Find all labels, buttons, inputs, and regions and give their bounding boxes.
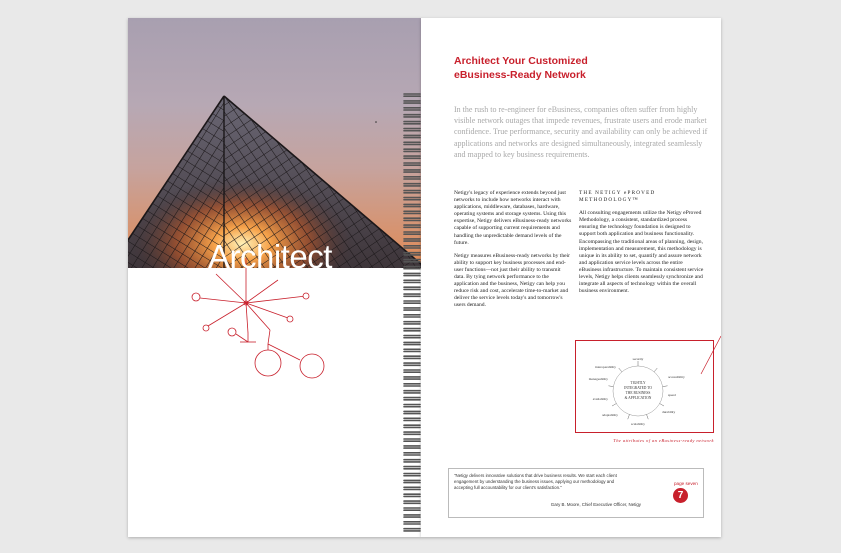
spiral-coil	[404, 191, 420, 193]
body-paragraph: Netigy's legacy of experience extends beyond just networks to include how networks interact with applications, middleware, databases, hardware, operating systems and storage systems. Using this expertise, Netigy delivers eBusiness-ready networks capable of supporting current requirements and handling the unpredictable demand levels of the future.	[454, 190, 572, 246]
architect-overlay-word: Architect	[208, 238, 332, 275]
methodology-heading: THE NETIGY ePROVED METHODOLOGY™	[579, 190, 656, 204]
spiral-coil	[404, 322, 420, 324]
spiral-coil	[404, 515, 420, 517]
spiral-coil	[404, 108, 420, 110]
spiral-coil	[404, 398, 420, 400]
spiral-coil	[404, 349, 420, 351]
body-column-left	[454, 190, 572, 316]
spiral-coil	[404, 453, 420, 455]
spiral-coil	[404, 467, 420, 469]
page-label: page seven	[674, 481, 698, 486]
spiral-coil	[404, 342, 420, 344]
spiral-coil	[404, 156, 420, 158]
spiral-coil	[404, 232, 420, 234]
spiral-coil	[404, 439, 420, 441]
spiral-coil	[404, 122, 420, 124]
brochure-spread	[128, 18, 721, 537]
attribute-label: speed	[668, 393, 676, 397]
spiral-coil	[404, 384, 420, 386]
headline-line-1: Architect Your Customized	[454, 55, 588, 67]
attribute-label: durability	[662, 410, 676, 414]
body-column-right	[579, 190, 705, 295]
spiral-coil	[404, 377, 420, 379]
spiral-coil	[404, 363, 420, 365]
page-number-badge: 7	[673, 488, 688, 503]
attributes-diagram-box	[575, 340, 714, 433]
wheel-tick	[628, 414, 630, 419]
spiral-coil	[404, 115, 420, 117]
attribute-label: scalability	[631, 422, 645, 426]
spiral-coil	[404, 308, 420, 310]
spiral-coil	[404, 474, 420, 476]
diagram-caption: The attributes of an eBusiness-ready network	[613, 438, 714, 443]
wheel-tick	[660, 404, 664, 407]
spiral-coil	[404, 508, 420, 510]
intro-paragraph: In the rush to re-engineer for eBusiness, companies often suffer from highly visible network outages that impede revenues, frustrate users and erode market confidence. True performance, security and availability can only be achieved if applications and networks are designed simultaneously, integrated seamlessly and mapped to key business requirements.	[454, 105, 708, 159]
spiral-coil	[404, 494, 420, 496]
spiral-coil	[404, 280, 420, 282]
spiral-coil	[404, 480, 420, 482]
attribute-label: manageability	[588, 377, 608, 381]
spiral-coil	[404, 204, 420, 206]
spiral-coil	[404, 267, 420, 269]
spiral-coil	[404, 425, 420, 427]
quote-attribution: Gary B. Moore, Chief Executive Officer, Netigy	[550, 502, 641, 507]
attribute-label: security	[632, 357, 644, 361]
spiral-coil	[404, 142, 420, 144]
spiral-coil	[404, 370, 420, 372]
spiral-coil	[404, 211, 420, 213]
pyramid-photo	[128, 18, 421, 268]
spiral-coil	[404, 163, 420, 165]
wheel-tick	[612, 404, 616, 407]
spiral-coil	[404, 301, 420, 303]
spiral-coil	[404, 170, 420, 172]
wheel-tick	[663, 386, 668, 387]
spiral-coil	[404, 294, 420, 296]
spiral-coil	[404, 253, 420, 255]
ceo-quote: "Netigy delivers innovative solutions that drive business results. We start each client engagement by understanding the business issues, applying our methodology and accepting full accountability for our client's satisfaction."	[454, 473, 617, 490]
spiral-coil	[404, 411, 420, 413]
spiral-coil	[404, 446, 420, 448]
wheel-center-line: TIGHTLY	[630, 381, 646, 385]
spiral-coil	[404, 356, 420, 358]
wheel-center-line: & APPLICATION	[624, 396, 652, 400]
body-paragraph: Netigy measures eBusiness-ready networks by their ability to support key business processes and end-user functions—not just their ability to transmit data. By tying network performance to the application and the business, Netigy can help you reduce risk and cost, accelerate time-to-market and deliver the service levels today's and tomorrow's users demand.	[454, 252, 571, 309]
spiral-coil	[404, 529, 420, 531]
spiral-coil	[404, 329, 420, 331]
attribute-label: availability	[592, 397, 608, 401]
right-page	[421, 18, 721, 537]
spiral-coil	[404, 501, 420, 503]
wheel-tick	[608, 386, 613, 387]
spiral-coil	[404, 460, 420, 462]
spiral-coil	[404, 198, 420, 200]
spiral-coil	[404, 184, 420, 186]
spiral-coil	[404, 405, 420, 407]
attributes-wheel	[576, 341, 715, 434]
attribute-label: accessibility	[668, 375, 685, 379]
spiral-coil	[404, 315, 420, 317]
spiral-coil	[404, 94, 420, 96]
spiral-coil	[404, 287, 420, 289]
glass-pyramid-image	[128, 18, 421, 268]
spiral-coil	[404, 273, 420, 275]
spiral-coil	[404, 101, 420, 103]
wheel-tick	[619, 368, 622, 372]
spiral-coil	[404, 239, 420, 241]
attribute-label: interoperability	[595, 365, 616, 369]
spiral-coil	[404, 391, 420, 393]
attribute-label: adaptability	[601, 413, 618, 417]
page-headline	[454, 54, 654, 82]
spiral-coil	[404, 522, 420, 524]
spiral-coil	[404, 487, 420, 489]
spiral-coil	[404, 432, 420, 434]
spiral-coil	[404, 260, 420, 262]
wheel-center-line: INTEGRATED TO	[624, 386, 652, 390]
spiral-coil	[404, 149, 420, 151]
left-page	[128, 18, 421, 537]
spiral-coil	[404, 225, 420, 227]
methodology-paragraph: All consulting engagements utilize the Netigy eProved Methodology, a consistent, standardized process ensuring the technology foundation is designed to support both application and business functionality. Encompassing the traditional areas of planning, design, implementation and measurement, this methodology is unique in its ability to set, quantify and assure network and application service levels across the entire eBusiness infrastructure. To maintain consistent service levels, Netigy helps clients seamlessly synchronize and integrate all aspects of technology within the overall business environment.	[579, 210, 704, 295]
wheel-center-line: THE BUSINESS	[625, 391, 651, 395]
headline-line-2: eBusiness-Ready Network	[454, 69, 586, 81]
spiral-coil	[404, 135, 420, 137]
spiral-coil	[404, 218, 420, 220]
spiral-coil	[404, 129, 420, 131]
spiral-coil	[404, 246, 420, 248]
spiral-coil	[404, 177, 420, 179]
wheel-tick	[654, 368, 657, 372]
spiral-coil	[404, 418, 420, 420]
spiral-coil	[404, 336, 420, 338]
wheel-tick	[647, 414, 649, 419]
